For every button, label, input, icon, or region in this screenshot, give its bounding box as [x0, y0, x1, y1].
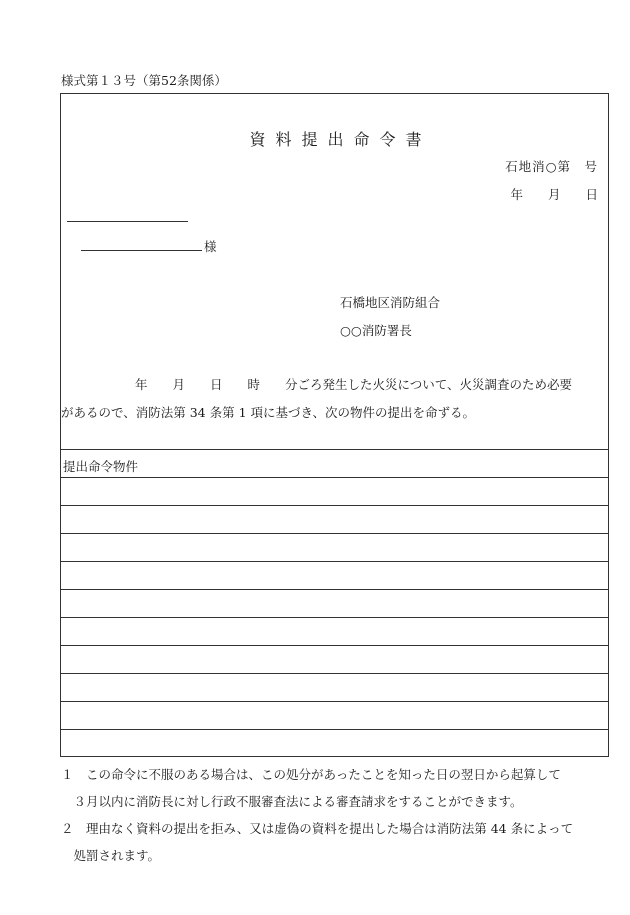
item-row-divider [61, 533, 608, 534]
document-title: 資料提出命令書 [249, 130, 432, 149]
issuer-organization: 石橋地区消防組合 [340, 295, 441, 310]
item-row-divider [61, 561, 608, 562]
note-1-line-2: ３月以内に消防長に対し行政不服審査法による審査請求をすることができます。 [61, 794, 523, 809]
items-section-divider [61, 449, 608, 450]
order-form-frame [60, 93, 609, 757]
recipient-address-line [67, 220, 188, 222]
document-date: 年 月 日 [510, 187, 598, 202]
issuer-chief: ○○消防署長 [340, 323, 412, 338]
recipient-name-line [81, 249, 202, 251]
item-row-divider [61, 477, 608, 478]
recipient-honorific: 様 [204, 239, 217, 254]
items-section-label: 提出命令物件 [63, 459, 139, 474]
order-body-line-1: 年 月 日 時 分ごろ発生した火災について、火災調査のため必要 [135, 377, 573, 392]
note-2-line-1: ２ 理由なく資料の提出を拒み、又は虚偽の資料を提出した場合は消防法第 44 条によって [61, 821, 574, 836]
item-row-divider [61, 505, 608, 506]
item-row-divider [61, 673, 608, 674]
item-row-divider [61, 589, 608, 590]
order-body-line-2: があるので、消防法第 34 条第 1 項に基づき、次の物件の提出を命ずる。 [61, 405, 476, 420]
item-row-divider [61, 645, 608, 646]
document-number: 石地消○第 号 [505, 159, 598, 174]
item-row-divider [61, 729, 608, 730]
form-number-label: 様式第１３号（第52条関係） [61, 73, 227, 88]
note-2-line-2: 処罰されます。 [61, 848, 161, 863]
item-row-divider [61, 701, 608, 702]
note-1-line-1: １ この命令に不服のある場合は、この処分があったことを知った日の翌日から起算して [61, 767, 561, 782]
item-row-divider [61, 617, 608, 618]
